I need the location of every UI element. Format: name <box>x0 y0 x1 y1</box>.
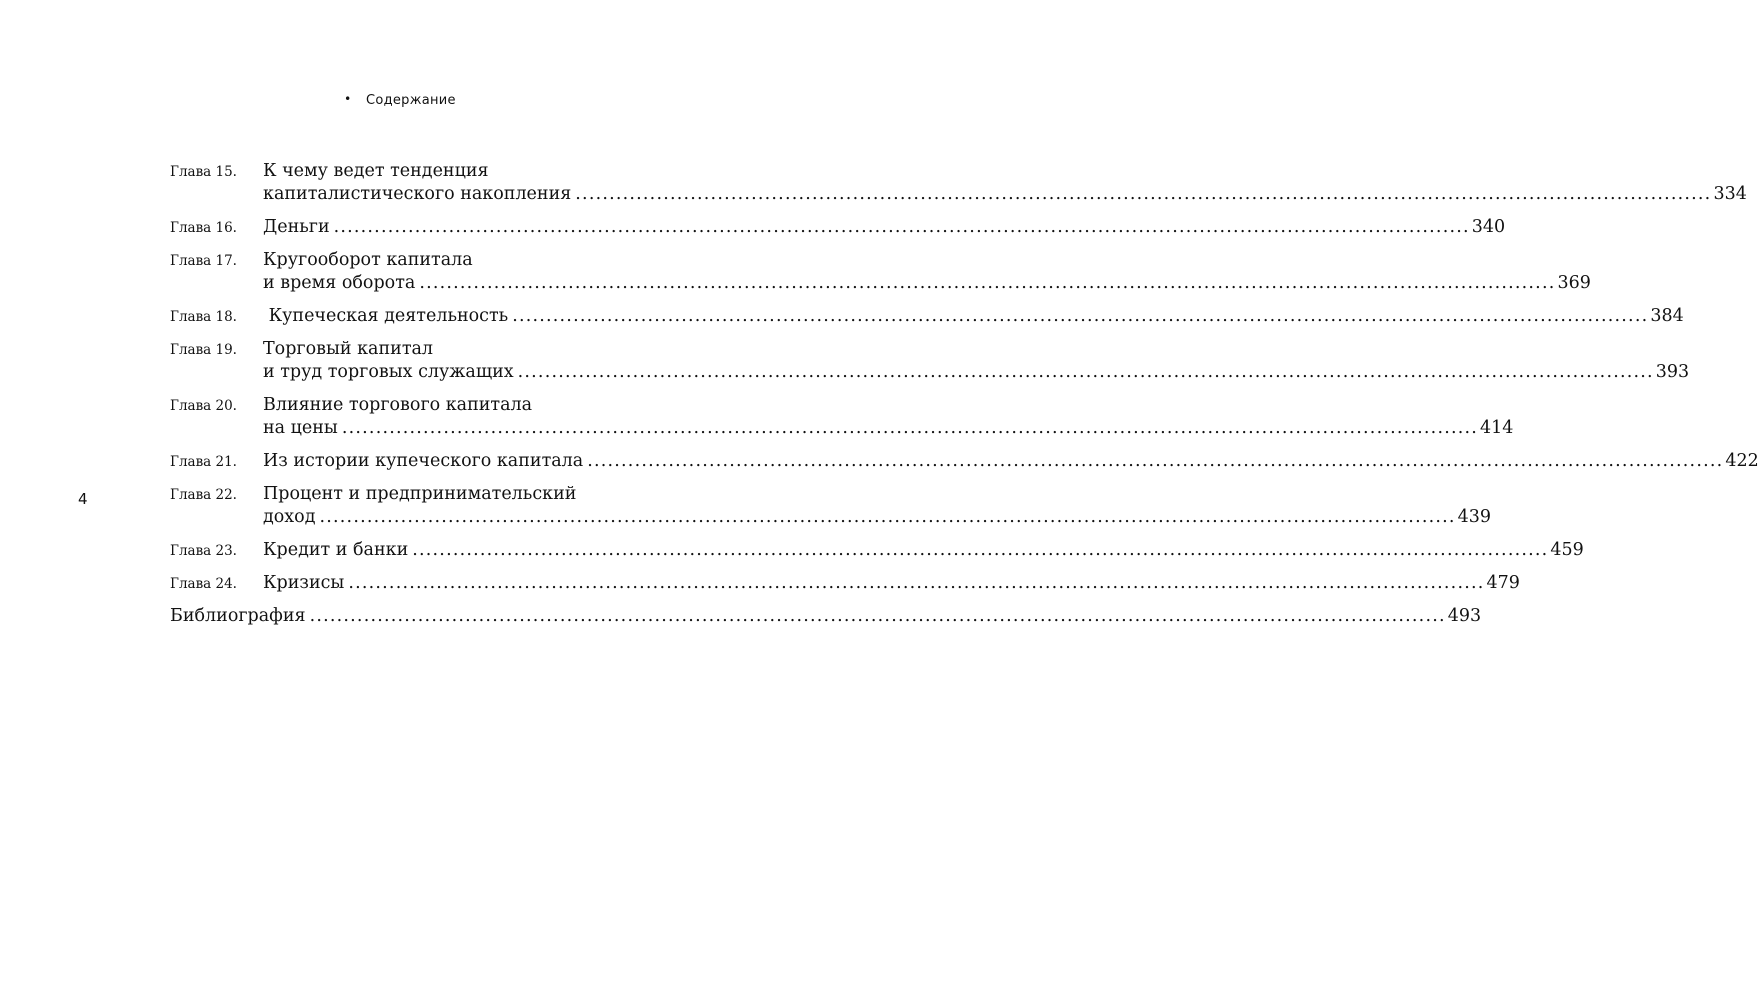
bullet-icon: • <box>344 92 352 106</box>
toc-entry[interactable] <box>170 572 1520 595</box>
chapter-title-last-line <box>263 305 1684 328</box>
toc-entry[interactable] <box>170 160 1747 206</box>
dot-leader <box>342 417 1478 440</box>
chapter-title-last-line <box>263 417 1513 440</box>
chapter-title-text: Купеческая деятельность <box>263 306 509 326</box>
dot-leader <box>348 572 1484 595</box>
chapter-label: Глава 17. <box>170 253 237 269</box>
chapter-label: Глава 21. <box>170 454 237 470</box>
chapter-title-text: Деньги <box>263 217 330 237</box>
chapter-page: 334 <box>1713 184 1747 204</box>
toc-entry[interactable] <box>170 394 1514 440</box>
dot-leader <box>320 506 1456 529</box>
chapter-page: 414 <box>1480 418 1514 438</box>
toc-entry[interactable] <box>170 338 1690 384</box>
chapter-title-last-line <box>263 216 1505 239</box>
dot-leader <box>575 183 1711 206</box>
chapter-title <box>263 483 1491 529</box>
chapter-title-line: Кругооборот капитала <box>263 250 473 270</box>
chapter-title-last-line <box>263 450 1759 473</box>
page-number: 4 <box>78 490 88 508</box>
dot-leader <box>310 605 1446 628</box>
chapter-label: Глава 23. <box>170 543 237 559</box>
chapter-page: 393 <box>1655 362 1690 382</box>
chapter-title-last-line <box>263 539 1584 562</box>
chapter-page: 479 <box>1486 573 1520 593</box>
chapter-title-last-line <box>263 361 1689 384</box>
toc-entry-bibliography[interactable] <box>170 605 1482 628</box>
chapter-title-last-line <box>263 272 1591 295</box>
chapter-title-last-line <box>263 572 1520 595</box>
dot-leader <box>412 539 1548 562</box>
toc-entry[interactable] <box>170 216 1506 239</box>
running-head-title: Содержание <box>365 93 456 108</box>
chapter-title <box>263 216 1505 239</box>
chapter-title <box>263 338 1689 384</box>
dot-leader <box>587 450 1723 473</box>
chapter-title-line: Торговый капитал <box>263 339 434 359</box>
chapter-page: 384 <box>1650 306 1684 326</box>
chapter-title-text: Кредит и банки <box>263 540 409 560</box>
chapter-title-text: доход <box>263 507 316 527</box>
chapter-title-text: на цены <box>263 418 338 438</box>
chapter-title-last-line <box>263 506 1491 529</box>
chapter-title <box>263 305 1684 328</box>
dot-leader <box>512 305 1648 328</box>
toc-entry[interactable] <box>170 539 1584 562</box>
toc-entry[interactable] <box>170 483 1492 529</box>
chapter-label: Глава 24. <box>170 576 237 592</box>
toc-entry[interactable] <box>170 450 1759 473</box>
chapter-label: Глава 16. <box>170 220 237 236</box>
chapter-label: Глава 19. <box>170 342 237 358</box>
chapter-label: Глава 20. <box>170 398 237 414</box>
chapter-title-line: Процент и предпринимательский <box>263 484 577 504</box>
toc-entries <box>170 160 1759 595</box>
chapter-label: Глава 18. <box>170 309 237 325</box>
chapter-title-last-line <box>263 183 1747 206</box>
chapter-title <box>263 539 1584 562</box>
bibliography-title: Библиография <box>170 606 306 626</box>
toc-entry[interactable] <box>170 305 1684 328</box>
chapter-page: 369 <box>1557 273 1591 293</box>
chapter-title <box>263 249 1591 295</box>
toc-entry[interactable] <box>170 249 1591 295</box>
chapter-page: 340 <box>1471 217 1506 237</box>
dot-leader <box>518 361 1654 384</box>
chapter-title <box>263 572 1520 595</box>
table-of-contents <box>170 160 1759 628</box>
dot-leader <box>334 216 1470 239</box>
chapter-title-line: К чему ведет тенденция <box>263 161 489 181</box>
chapter-title <box>263 160 1747 206</box>
chapter-title <box>263 450 1759 473</box>
bibliography-page: 493 <box>1447 606 1482 626</box>
chapter-title <box>263 394 1513 440</box>
chapter-title-text: и труд торговых служащих <box>263 362 514 382</box>
chapter-title-text: капиталистического накопления <box>263 184 572 204</box>
chapter-page: 439 <box>1457 507 1492 527</box>
chapter-page: 422 <box>1725 451 1759 471</box>
chapter-page: 459 <box>1550 540 1584 560</box>
chapter-title-text: и время оборота <box>263 273 416 293</box>
running-head <box>0 93 800 108</box>
chapter-title-text: Кризисы <box>263 573 345 593</box>
chapter-label: Глава 15. <box>170 164 237 180</box>
chapter-title-line: Влияние торгового капитала <box>263 395 533 415</box>
chapter-label: Глава 22. <box>170 487 237 503</box>
chapter-title-text: Из истории купеческого капитала <box>263 451 584 471</box>
dot-leader <box>419 272 1555 295</box>
